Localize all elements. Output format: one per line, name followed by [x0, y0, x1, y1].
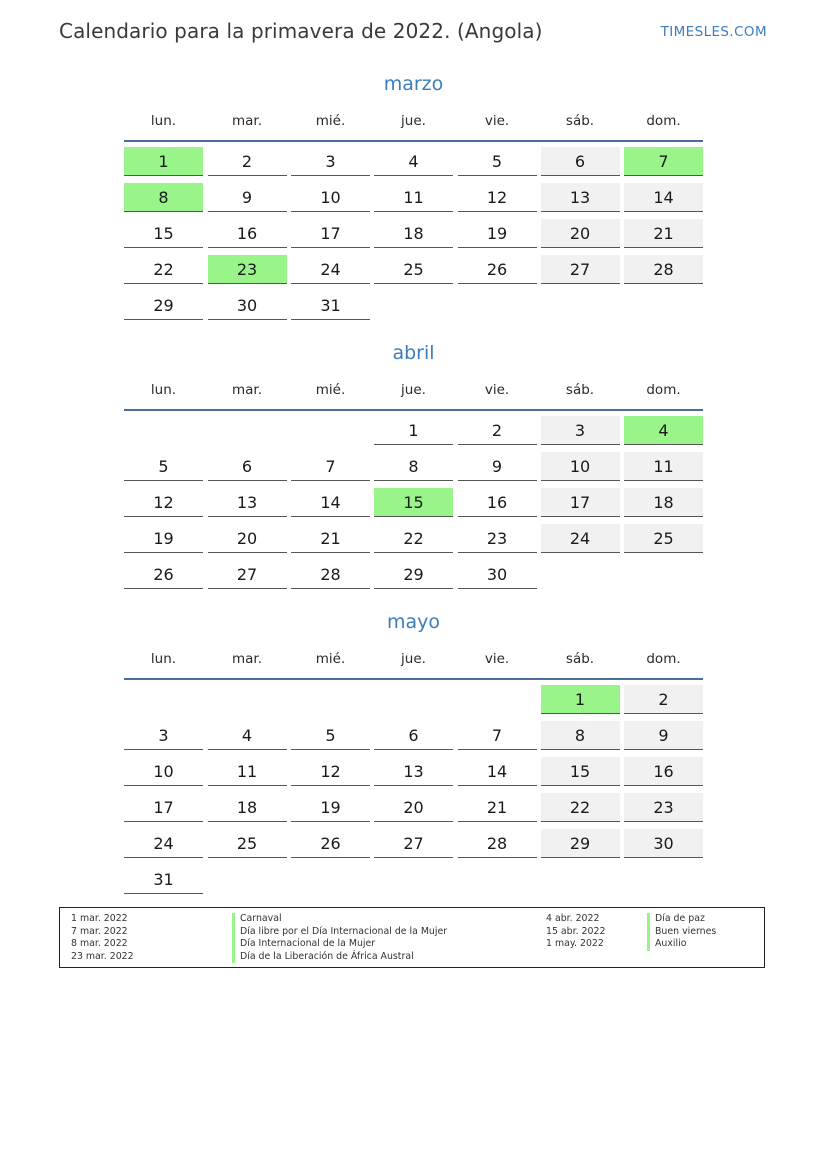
legend-left-dates: [71, 913, 134, 963]
weekday-label: mié.: [315, 651, 346, 667]
day-cell: 30: [208, 291, 287, 320]
day-cell: 13: [374, 757, 453, 786]
day-cell: 30: [458, 560, 537, 589]
weekday-label: jue.: [401, 382, 426, 398]
day-cell: 9: [624, 721, 703, 750]
page-title: Calendario para la primavera de 2022. (Angola): [59, 19, 543, 43]
day-cell: 16: [208, 219, 287, 248]
day-cell: 6: [208, 452, 287, 481]
day-cell: 21: [291, 524, 370, 553]
legend-right-dates: [546, 913, 605, 951]
legend-date: 7 mar. 2022: [71, 925, 128, 937]
header-rule: [124, 678, 703, 680]
weekday-header: [124, 113, 704, 133]
weekday-label: dom.: [646, 113, 681, 129]
brand-logo[interactable]: TIMESLES.COM: [660, 24, 767, 40]
day-cell: 31: [124, 865, 203, 894]
day-cell: 29: [374, 560, 453, 589]
day-cell: 28: [458, 829, 537, 858]
weekday-label: vie.: [484, 651, 510, 667]
day-cell: 6: [374, 721, 453, 750]
day-cell: 12: [291, 757, 370, 786]
day-cell: 12: [124, 488, 203, 517]
weekday-label: sáb.: [565, 382, 595, 398]
legend-holiday-name: Día de la Liberación de África Austral: [232, 951, 447, 964]
day-cell: 11: [624, 452, 703, 481]
legend-holiday-name: Día libre por el Día Internacional de la Mujer: [232, 926, 447, 939]
holiday-day-cell: 1: [541, 685, 620, 714]
legend-date: 8 mar. 2022: [71, 938, 128, 949]
weekday-label: jue.: [401, 651, 426, 667]
day-cell: 25: [374, 255, 453, 284]
day-cell: 20: [541, 219, 620, 248]
day-cell: 17: [291, 219, 370, 248]
legend-left-names: [232, 913, 447, 963]
legend-holiday-name: Buen viernes: [647, 926, 716, 939]
day-cell: 24: [541, 524, 620, 553]
weekday-label: lun.: [150, 113, 177, 129]
legend-holiday-name: Auxilio: [647, 938, 716, 951]
legend-date: 1 may. 2022: [546, 938, 604, 949]
day-cell: 7: [291, 452, 370, 481]
day-cell: 29: [124, 291, 203, 320]
day-cell: 23: [624, 793, 703, 822]
weekday-label: mié.: [315, 382, 346, 398]
legend-holiday-name: Carnaval: [232, 913, 447, 926]
day-cell: 3: [541, 416, 620, 445]
day-cell: 26: [124, 560, 203, 589]
day-cell: 12: [458, 183, 537, 212]
day-cell: 28: [624, 255, 703, 284]
legend-holiday-name: Día de paz: [647, 913, 716, 926]
weekday-label: lun.: [150, 651, 177, 667]
legend-date: 1 mar. 2022: [71, 913, 128, 924]
day-cell: 3: [124, 721, 203, 750]
weekday-label: lun.: [150, 382, 177, 398]
holiday-day-cell: 7: [624, 147, 703, 176]
day-cell: 22: [374, 524, 453, 553]
day-cell: 16: [458, 488, 537, 517]
legend-right-names: [647, 913, 716, 951]
weekday-label: mar.: [231, 113, 263, 129]
weekday-label: mar.: [231, 382, 263, 398]
header-rule: [124, 409, 703, 411]
day-cell: 27: [541, 255, 620, 284]
day-cell: 9: [458, 452, 537, 481]
legend-date: 23 mar. 2022: [71, 950, 134, 962]
day-cell: 18: [208, 793, 287, 822]
day-cell: 1: [374, 416, 453, 445]
day-cell: 18: [374, 219, 453, 248]
day-cell: 14: [624, 183, 703, 212]
weekday-label: mar.: [231, 651, 263, 667]
day-cell: 2: [208, 147, 287, 176]
holiday-day-cell: 4: [624, 416, 703, 445]
holiday-legend: [59, 907, 765, 968]
day-cell: 30: [624, 829, 703, 858]
weekday-label: vie.: [484, 113, 510, 129]
day-cell: 5: [291, 721, 370, 750]
day-cell: 8: [374, 452, 453, 481]
day-cell: 3: [291, 147, 370, 176]
holiday-day-cell: 15: [374, 488, 453, 517]
weekday-label: sáb.: [565, 651, 595, 667]
day-cell: 13: [541, 183, 620, 212]
day-cell: 28: [291, 560, 370, 589]
legend-holiday-name: Día Internacional de la Mujer: [232, 938, 447, 951]
day-cell: 13: [208, 488, 287, 517]
month-title: abril: [392, 342, 435, 364]
day-cell: 19: [291, 793, 370, 822]
day-cell: 22: [124, 255, 203, 284]
day-cell: 31: [291, 291, 370, 320]
day-cell: 22: [541, 793, 620, 822]
day-cell: 14: [458, 757, 537, 786]
day-cell: 4: [208, 721, 287, 750]
day-cell: 26: [291, 829, 370, 858]
day-cell: 16: [624, 757, 703, 786]
day-cell: 29: [541, 829, 620, 858]
weekday-label: vie.: [484, 382, 510, 398]
day-cell: 11: [208, 757, 287, 786]
weekday-header: [124, 382, 704, 402]
weekday-header: [124, 651, 704, 671]
day-cell: 9: [208, 183, 287, 212]
day-cell: 15: [124, 219, 203, 248]
weekday-label: dom.: [646, 651, 681, 667]
month-title: marzo: [383, 73, 444, 95]
legend-date: 15 abr. 2022: [546, 925, 606, 937]
holiday-day-cell: 1: [124, 147, 203, 176]
weekday-label: sáb.: [565, 113, 595, 129]
day-cell: 14: [291, 488, 370, 517]
day-cell: 25: [624, 524, 703, 553]
weekday-label: dom.: [646, 382, 681, 398]
day-cell: 25: [208, 829, 287, 858]
day-cell: 27: [374, 829, 453, 858]
holiday-day-cell: 8: [124, 183, 203, 212]
day-cell: 17: [124, 793, 203, 822]
day-cell: 10: [124, 757, 203, 786]
day-cell: 27: [208, 560, 287, 589]
day-cell: 10: [291, 183, 370, 212]
day-cell: 2: [458, 416, 537, 445]
day-cell: 20: [208, 524, 287, 553]
day-cell: 20: [374, 793, 453, 822]
day-cell: 24: [291, 255, 370, 284]
day-cell: 24: [124, 829, 203, 858]
header-rule: [124, 140, 703, 142]
day-cell: 10: [541, 452, 620, 481]
day-cell: 8: [541, 721, 620, 750]
day-cell: 7: [458, 721, 537, 750]
day-cell: 21: [624, 219, 703, 248]
day-cell: 18: [624, 488, 703, 517]
day-cell: 26: [458, 255, 537, 284]
day-cell: 17: [541, 488, 620, 517]
weekday-label: mié.: [315, 113, 346, 129]
day-cell: 5: [458, 147, 537, 176]
weekday-label: jue.: [401, 113, 426, 129]
day-cell: 5: [124, 452, 203, 481]
holiday-day-cell: 23: [208, 255, 287, 284]
day-cell: 19: [124, 524, 203, 553]
day-cell: 11: [374, 183, 453, 212]
day-cell: 21: [458, 793, 537, 822]
day-cell: 15: [541, 757, 620, 786]
month-title: mayo: [386, 611, 441, 633]
day-cell: 2: [624, 685, 703, 714]
day-cell: 4: [374, 147, 453, 176]
day-cell: 23: [458, 524, 537, 553]
legend-date: 4 abr. 2022: [546, 913, 600, 924]
day-cell: 6: [541, 147, 620, 176]
day-cell: 19: [458, 219, 537, 248]
